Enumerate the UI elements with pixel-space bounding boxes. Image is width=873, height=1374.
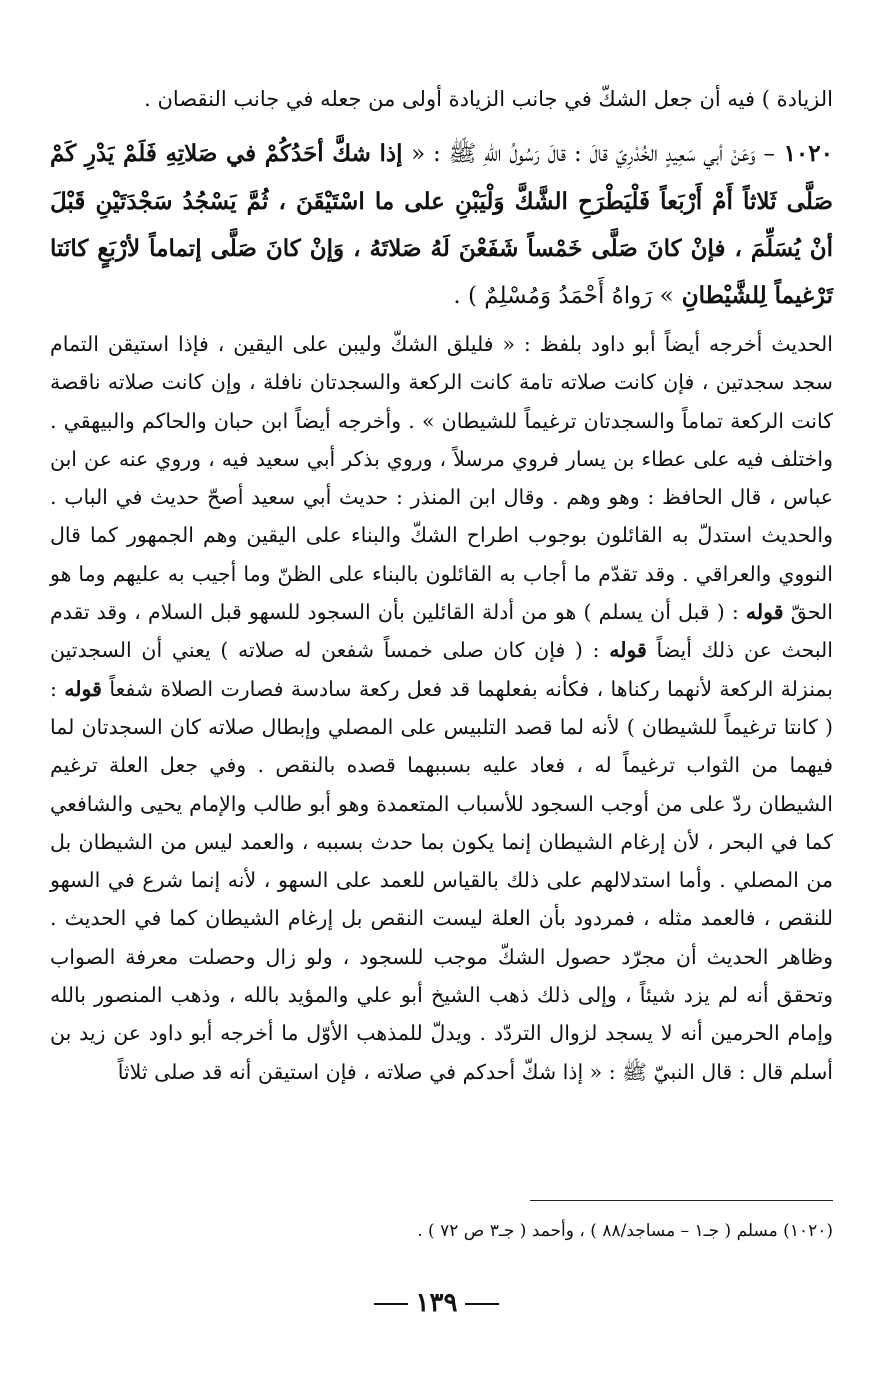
footnote (50, 1216, 833, 1246)
quote-label: قوله (745, 600, 784, 625)
page-number-dash (374, 1303, 408, 1305)
hadith-source: » رَواهُ أَحْمَدُ وَمُسْلِمٌ ) . (453, 283, 674, 309)
quote-label: قوله (609, 638, 647, 663)
commentary-quote-five: : ( فإن كان صلى خمساً شفعن له صلاته ) يعني أن السجدتين بمنزلة الركعة لأنهما ركناها ، فكأنه بفعلهما قد فعل ركعة سادسة فصارت الصلاة شفعاً (50, 638, 833, 701)
quote-label: قوله (64, 676, 102, 701)
footnote-divider (530, 1200, 833, 1201)
hadith-narrator: – وَعَنْ أبي سَعِيدٍ الخُدْرِيّ قالَ : قالَ رَسُولُ اللهِ ﷺ : « (411, 141, 775, 167)
commentary-quote-before-salam: : ( قبل أن يسلم ) هو من أدلة القائلين بأن السجود للسهو قبل السلام ، وقد تقدم البحث عن ذلك أيضاً (50, 600, 833, 663)
page-number-dash (465, 1303, 499, 1305)
commentary-quote-targhim: : ( كانتا ترغيماً للشيطان ) لأنه لما قصد التلبيس على المصلي وإبطال صلاته كان السجدتان لما فيهما من الثواب ترغيماً له ، فعاد عليه بسببهما قصده بالنقص . وفي جعل العلة ترغيم الشيطان ردّ على من أوجب السجود للأسباب المتعمدة وهو أبو طالب والإمام يحيى والشافعي كما في البحر ، لأن إرغام الشيطان إنما يكون بما حدث بسببه ، والعمد ليس من الشيطان بل من المصلي . وأما استدلالهم على ذلك بالقياس للعمد على السهو ، لأنه إنما شرع في السهو للنقص ، فالعمد مثله ، فمردود بأن العلة ليست النقص بل إرغام الشيطان كما في الحديث . وظاهر الحديث أن مجرّد حصول الشكّ موجب للسجود ، ولو زال وحصلت معرفة الصواب وتحقق أنه لم يزد شيئاً ، وإلى ذلك ذهب الشيخ أبو علي والمؤيد بالله ، وذهب المنصور بالله وإمام الحرمين أنه لا يسجد لزوال التردّد . ويدلّ للمذهب الأوّل ما أخرجه أبو داود عن زيد بن أسلم قال : قال النبيّ ﷺ : « إذا شكّ أحدكم في صلاته ، فإن استيقن أنه قد صلى ثلاثاً (50, 676, 833, 1084)
hadith-number: ١٠٢٠ (783, 140, 833, 167)
intro-text: الزيادة ) فيه أن جعل الشكّ في جانب الزيادة أولى من جعله في جانب النقصان . (144, 87, 833, 111)
page-number (0, 1288, 873, 1318)
footnote-text: (١٠٢٠) مسلم ( جـ١ – مساجد/٨٨ ) ، وأحمد ( جـ٣ ص ٧٢ ) . (417, 1221, 833, 1241)
commentary-intro: الحديث أخرجه أيضاً أبو داود بلفظ : « فليلق الشكّ وليبن على اليقين ، فإذا استيقن التمام سجد سجدتين ، فإن كانت صلاته تامة كانت الركعة والسجدتان نافلة ، وإن كانت صلاته ناقصة كانت الركعة تماماً والسجدتان ترغيماً للشيطان » . وأخرجه أيضاً ابن حبان والحاكم والبيهقي . واختلف فيه على عطاء بن يسار فروي مرسلاً ، وروي بذكر أبي سعيد فيه ، وروي عنه عن ابن عباس ، قال الحافظ : وهو وهم . وقال ابن المنذر : حديث أبي سعيد أصحّ حديث في الباب . والحديث استدلّ به القائلون بوجوب اطراح الشكّ والبناء على اليقين وهم الجمهور كما قال النووي والعراقي . وقد تقدّم ما أجاب به القائلون بالبناء على الظنّ وما أجيب به عليهم وما هو الحقّ (50, 332, 833, 625)
page-number-value: ١٣٩ (415, 1288, 458, 1318)
commentary-paragraph (50, 325, 833, 1091)
hadith-text: إذا شكَّ أحَدُكُمْ في صَلاتِهِ فَلَمْ يَدْرِ كَمْ صَلَّى ثَلاثاً أَمْ أَرْبَعاً فَلْيَطْرَحِ الشَّكَّ وَلْيَبْنِ على ما اسْتَيْقَنَ ، ثُمَّ يَسْجُدُ سَجْدَتَيْنِ قَبْلَ أنْ يُسَلِّمَ ، فإنْ كانَ صَلَّى خَمْساً شَفَعْنَ لَهُ صَلاتَهُ ، وَإنْ كانَ صَلَّى إتماماً لأرْبَعٍ كانَتا تَرْغيماً لِلشَّيْطانِ (50, 140, 833, 309)
hadith-paragraph (50, 130, 833, 320)
intro-paragraph (50, 78, 833, 120)
